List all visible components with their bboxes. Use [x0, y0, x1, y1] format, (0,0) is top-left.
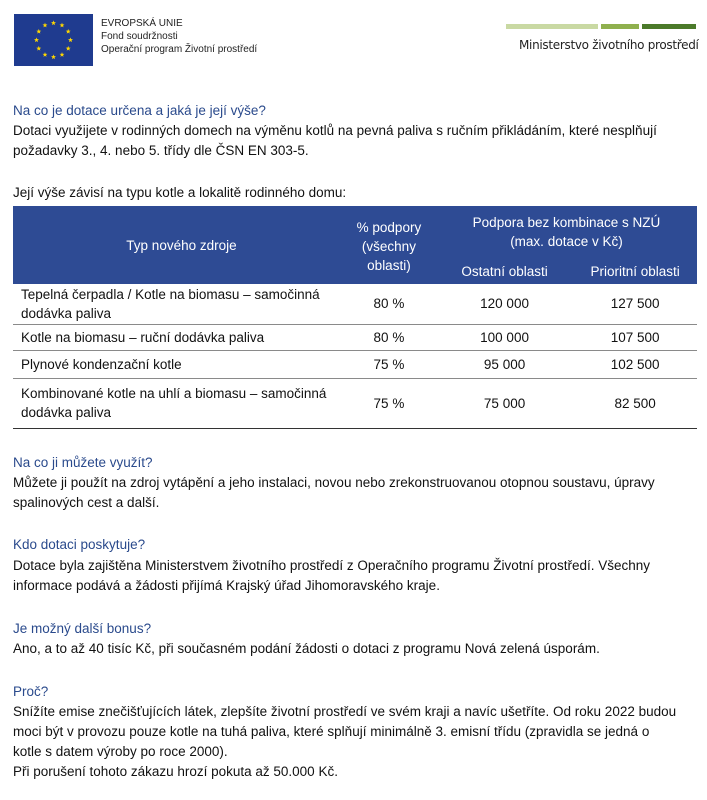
header-line: (všechny: [361, 238, 416, 254]
why-paragraph: [13, 702, 676, 782]
use-paragraph: [13, 473, 655, 513]
why-heading: Proč?: [13, 684, 49, 699]
row-type: [13, 284, 342, 324]
col-support-header: [342, 206, 436, 284]
col-other-header: Ostatní oblasti: [436, 258, 573, 284]
ministry-bar: [642, 24, 696, 29]
bonus-heading: Je možný další bonus?: [13, 621, 152, 636]
paragraph-line: Při porušení tohoto zákazu hrozí pokuta až 50.000 Kč.: [13, 764, 338, 779]
table-intro: Její výše závisí na typu kotle a lokalitě rodinného domu:: [13, 185, 347, 200]
eu-line: Operační program Životní prostředí: [101, 44, 258, 55]
row-priority: 82 500: [573, 378, 697, 428]
header-line: (max. dotace v Kč): [510, 234, 623, 249]
type-line: Kombinované kotle na uhlí a biomasu – samočinná: [21, 386, 327, 401]
paragraph-line: spalinových cest a další.: [13, 495, 160, 510]
eu-line: Fond soudržnosti: [101, 31, 178, 42]
use-heading: Na co ji můžete využít?: [13, 455, 153, 470]
type-line: Plynové kondenzační kotle: [21, 356, 182, 372]
bonus-paragraph: [13, 639, 600, 659]
row-priority: 127 500: [573, 284, 697, 324]
paragraph-line: Můžete ji použít na zdroj vytápění a jeho instalaci, novou nebo zrekonstruovanou otopnou soustavu, úpravy: [13, 475, 655, 490]
eu-fund-text: [101, 17, 257, 56]
provider-heading: Kdo dotaci poskytuje?: [13, 537, 146, 552]
ministry-bar: [506, 24, 598, 29]
provider-paragraph: [13, 556, 650, 596]
row-type: [13, 350, 342, 378]
header-line: Podpora bez kombinace s NZÚ: [472, 215, 661, 230]
row-support: 75 %: [342, 378, 436, 428]
paragraph-line: Dotace byla zajištěna Ministerstvem životního prostředí z Operačního programu Životní prostředí. Všechny: [13, 558, 651, 573]
row-priority: 102 500: [573, 350, 697, 378]
paragraph-line: Ano, a to až 40 tisíc Kč, při současném podání žádosti o dotaci z programu Nová zelená úsporám.: [13, 641, 600, 656]
row-type: [13, 378, 342, 428]
row-support: 80 %: [342, 284, 436, 324]
paragraph-line: informace podává a žádosti přijímá Krajský úřad Jihomoravského kraje.: [13, 578, 440, 593]
header-line: oblasti): [367, 257, 411, 273]
row-priority: 107 500: [573, 324, 697, 350]
header-line: % podpory: [356, 219, 422, 235]
table-row: [13, 284, 697, 324]
row-type: [13, 324, 342, 350]
paragraph-line: moci být v provozu pouze kotle na tuhá paliva, které splňují minimálně 3. emisní třídu (zpravidla se jedná o: [13, 724, 650, 739]
col-type-header: Typ nového zdroje: [13, 206, 342, 284]
row-other: 75 000: [436, 378, 573, 428]
ministry-name: Ministerstvo životního prostředí: [519, 38, 699, 52]
col-priority-header: Prioritní oblasti: [573, 258, 697, 284]
row-support: 80 %: [342, 324, 436, 350]
col-group-header: [436, 206, 697, 258]
paragraph-line: Snížíte emise znečišťujících látek, zlepšíte životní prostředí ve svém kraji a navíc ušetříte. Od roku 2022 budou: [13, 704, 677, 719]
purpose-paragraph: [13, 121, 657, 161]
ministry-bar: [601, 24, 639, 29]
paragraph-line: kotle s datem výroby po roce 2000).: [13, 744, 228, 759]
paragraph-line: Dotaci využijete v rodinných domech na výměnu kotlů na pevná paliva s ručním přikládáním, které nesplňují: [13, 123, 657, 138]
paragraph-line: požadavky 3., 4. nebo 5. třídy dle ČSN EN 303-5.: [13, 143, 309, 158]
type-line: Kotle na biomasu – ruční dodávka paliva: [21, 329, 265, 345]
table-row: [13, 324, 697, 350]
type-line: dodávka paliva: [21, 405, 112, 420]
eu-flag-logo: [14, 14, 93, 66]
type-line: dodávka paliva: [21, 305, 112, 321]
eu-line: EVROPSKÁ UNIE: [101, 18, 183, 29]
row-other: 95 000: [436, 350, 573, 378]
table-row: [13, 378, 697, 428]
table-row: [13, 350, 697, 378]
row-other: 120 000: [436, 284, 573, 324]
purpose-heading: Na co je dotace určena a jaká je její výše?: [13, 103, 266, 118]
subsidy-table: [13, 206, 697, 429]
type-line: Tepelná čerpadla / Kotle na biomasu – samočinná: [21, 286, 320, 302]
row-other: 100 000: [436, 324, 573, 350]
ministry-logo-bars: [506, 24, 696, 29]
row-support: 75 %: [342, 350, 436, 378]
